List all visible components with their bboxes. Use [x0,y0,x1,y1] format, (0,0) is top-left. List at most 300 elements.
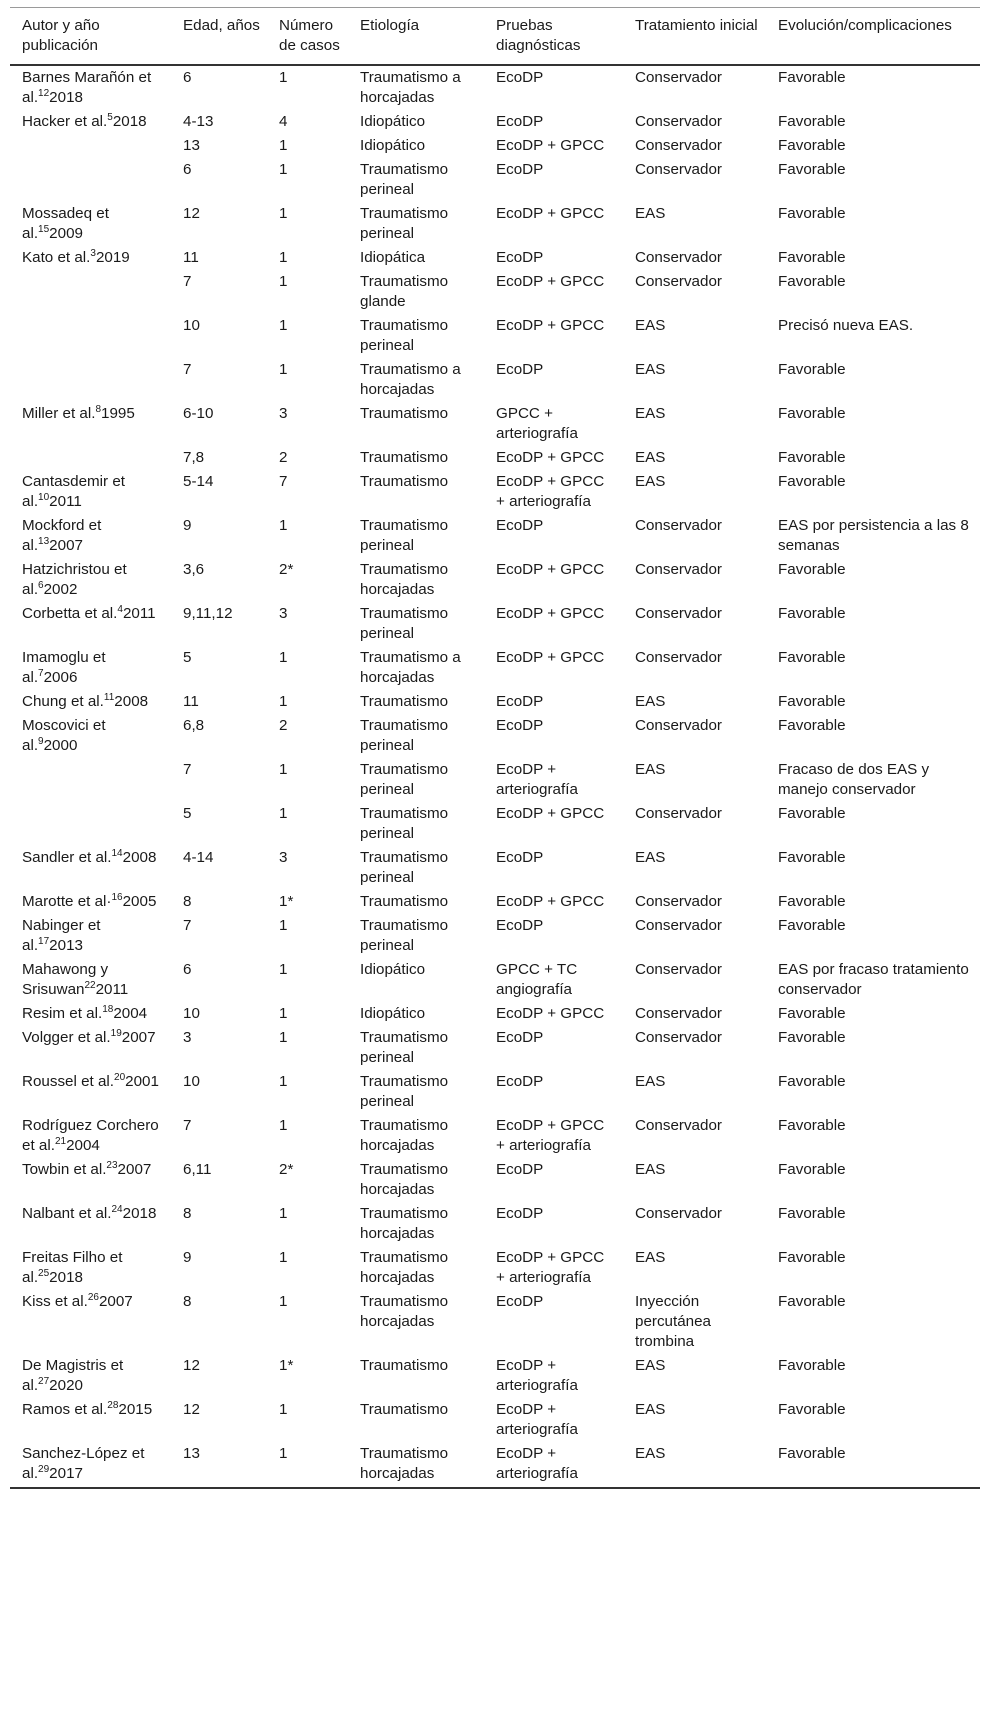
cell-treatment: Conservador [635,249,722,266]
cell-outcome: Precisó nueva EAS. [778,317,914,334]
cell-tests: EcoDP + GPCC [496,1005,605,1022]
cell-tests: EcoDP [496,113,544,130]
cell-cases: 2 [279,717,288,734]
cell-treatment: EAS [635,317,666,334]
cell-tests: EcoDP [496,1293,544,1310]
cell-treatment: Conservador [635,1005,722,1022]
cell-treatment: Conservador [635,893,722,910]
cell-cases: 1 [279,69,288,86]
cell-outcome: Favorable [778,649,846,666]
cell-outcome: Favorable [778,273,846,290]
cell-treatment: EAS [635,1249,666,1266]
table-row [10,1442,980,1488]
cell-tests: EcoDP + GPCC + arteriografía [496,1117,605,1154]
cell-cases: 1 [279,1117,288,1134]
cell-tests: EcoDP + GPCC + arteriografía [496,473,605,510]
publication-year: 2011 [122,605,156,622]
cell-treatment: Conservador [635,649,722,666]
cell-cases: 3 [279,605,288,622]
cell-author [10,65,171,110]
cell-tests: EcoDP [496,1073,544,1090]
cell-etiology: Traumatismo [360,405,449,422]
publication-year: 2001 [125,1073,159,1090]
author-name: Resim et al. [22,1005,103,1022]
cell-tests: EcoDP [496,1161,544,1178]
cell-author [10,1246,171,1290]
cell-author [10,890,171,914]
author-name: Barnes Marañón et al. [22,69,152,106]
cell-tests: EcoDP + GPCC [496,137,605,154]
header-etiology: Etiología [348,8,484,66]
cell-outcome: Favorable [778,1161,846,1178]
cell-age: 10 [183,317,200,334]
cell-outcome: Favorable [778,1205,846,1222]
cell-tests: EcoDP [496,849,544,866]
reference-number: 9 [38,736,44,747]
cell-outcome: Favorable [778,137,846,154]
cell-tests: EcoDP [496,361,544,378]
cell-treatment: Conservador [635,717,722,734]
cell-age: 6 [183,161,192,178]
cell-outcome: Favorable [778,917,846,934]
cell-etiology: Traumatismo a horcajadas [360,361,461,398]
cell-outcome: Favorable [778,205,846,222]
cell-etiology: Traumatismo [360,473,449,490]
cell-treatment: Conservador [635,1205,722,1222]
cell-tests: EcoDP [496,517,544,534]
reference-number: 17 [38,936,50,947]
cell-cases: 1 [279,1073,288,1090]
cell-tests: EcoDP + GPCC [496,561,605,578]
cell-treatment: Conservador [635,137,722,154]
reference-number: 10 [38,492,50,503]
author-name: Sanchez-López et al. [22,1445,145,1482]
reference-number: 11 [103,692,115,703]
reference-number: 26 [87,1292,99,1303]
cell-author [10,958,171,1002]
cell-author [10,558,171,602]
cell-etiology: Traumatismo horcajadas [360,1161,449,1198]
cell-age: 7 [183,761,192,778]
cell-treatment: Conservador [635,273,722,290]
header-row [10,8,980,66]
publication-year: 2020 [49,1377,83,1394]
table-row [10,446,980,470]
cell-outcome: Favorable [778,1005,846,1022]
cell-etiology: Traumatismo perineal [360,761,449,798]
cell-age: 9,11,12 [183,605,233,622]
author-name: De Magistris et al. [22,1357,124,1394]
table-row [10,558,980,602]
cell-etiology: Traumatismo horcajadas [360,1117,449,1154]
author-name: Sandler et al. [22,849,112,866]
publication-year: 2019 [95,249,130,266]
header-age: Edad, años [171,8,267,66]
header-tests: Pruebas diagnósticas [484,8,623,66]
table-container [10,7,980,1489]
cell-age: 7,8 [183,449,205,466]
publication-year: 2000 [43,737,78,754]
reference-number: 21 [54,1136,67,1147]
cell-outcome: Favorable [778,1357,846,1374]
cell-treatment: Conservador [635,113,722,130]
cell-etiology: Traumatismo perineal [360,849,449,886]
cell-age: 8 [183,1205,192,1222]
cell-tests: EcoDP [496,1029,544,1046]
cell-author [10,110,171,134]
cell-treatment: Conservador [635,917,722,934]
reference-number: 22 [84,980,96,991]
cell-cases: 1 [279,205,288,222]
table-row [10,1158,980,1202]
cell-author [10,1114,171,1158]
author-name: Corbetta et al. [22,605,118,622]
author-name: Kiss et al. [22,1293,88,1310]
publication-year: 2002 [43,581,78,598]
cell-outcome: Favorable [778,1249,846,1266]
cell-tests: EcoDP + GPCC [496,805,605,822]
publication-year: 2018 [49,89,83,106]
reference-number: 7 [38,668,44,679]
cell-outcome: Favorable [778,249,846,266]
cell-treatment: Conservador [635,161,722,178]
author-name: Ramos et al. [22,1401,108,1418]
cell-outcome: Favorable [778,405,846,422]
header-cases: Número de casos [267,8,348,66]
cell-outcome: Favorable [778,805,846,822]
cell-etiology: Traumatismo perineal [360,805,449,842]
cell-etiology: Traumatismo [360,449,449,466]
cell-tests: EcoDP + arteriografía [496,1401,578,1438]
cell-treatment: Conservador [635,1029,722,1046]
cell-outcome: Favorable [778,1401,846,1418]
cell-treatment: Conservador [635,961,722,978]
publication-year: 2017 [49,1465,83,1482]
cell-cases: 1 [279,137,288,154]
cell-treatment: EAS [635,849,666,866]
publication-year: 2004 [66,1137,100,1154]
author-name: Freitas Filho et al. [22,1249,123,1286]
table-row [10,1002,980,1026]
cell-cases: 1 [267,1442,348,1488]
cell-cases: 4 [279,113,288,130]
cell-age: 6,11 [183,1161,212,1178]
cell-tests: EcoDP [496,717,544,734]
cell-cases: 2* [279,1161,294,1178]
table-row [10,1026,980,1070]
cell-author [10,246,171,270]
cell-treatment: EAS [635,405,666,422]
cell-treatment: EAS [635,449,666,466]
cell-cases: 1 [279,361,288,378]
publication-year: 1995 [101,405,135,422]
cell-treatment: EAS [635,1161,666,1178]
cell-tests: GPCC + arteriografía [496,405,578,442]
cell-author [10,446,171,470]
cell-age: 5 [183,805,192,822]
table-row [10,470,980,514]
table-row [10,202,980,246]
author-name: Mockford et al. [22,517,102,554]
cell-tests: EcoDP [496,69,544,86]
cell-etiology: Traumatismo perineal [360,517,449,554]
reference-number: 15 [38,224,50,235]
table-header [10,8,980,66]
cell-author [10,202,171,246]
cell-treatment: Conservador [635,605,722,622]
cell-author [10,1070,171,1114]
publication-year: 2013 [49,937,83,954]
cell-tests: EcoDP + GPCC [496,649,605,666]
table-row [10,314,980,358]
cell-outcome: Favorable [778,449,846,466]
table-row [10,110,980,134]
reference-number: 5 [107,112,113,123]
table-row [10,402,980,446]
cell-cases: 1 [279,1005,288,1022]
cell-etiology: Traumatismo perineal [360,917,449,954]
cell-cases: 7 [279,473,288,490]
table-row [10,1202,980,1246]
publication-year: 2008 [114,693,149,710]
cell-author [10,914,171,958]
publication-year: 2008 [122,849,157,866]
author-name: Mahawong y Srisuwan [22,961,109,998]
cell-outcome: Favorable [778,893,846,910]
cell-age: 8 [183,893,192,910]
reference-number: 28 [107,1400,119,1411]
cell-cases: 1 [279,761,288,778]
cell-age: 11 [183,693,199,710]
cell-age: 4-14 [183,849,214,866]
cell-author [10,602,171,646]
table-row [10,270,980,314]
cell-outcome: Favorable [778,561,846,578]
cell-age: 12 [183,205,200,222]
cell-outcome: Favorable [778,849,846,866]
cell-etiology: Traumatismo [360,1357,449,1374]
cell-outcome: Favorable [778,69,846,86]
cell-outcome: Favorable [778,1117,846,1134]
table-row [10,134,980,158]
cell-cases: 3 [279,405,288,422]
cell-cases: 1 [279,693,288,710]
cell-age: 12 [183,1401,200,1418]
cell-outcome: Favorable [778,361,846,378]
cell-outcome: Favorable [778,605,846,622]
author-name: Kato et al. [22,249,91,266]
cell-etiology: Traumatismo perineal [360,1029,449,1066]
author-name: Mossadeq et al. [22,205,109,242]
cell-author [10,270,171,314]
cell-cases: 1 [279,1205,288,1222]
cell-outcome: Favorable [778,473,846,490]
cell-outcome: Favorable [778,717,846,734]
cell-age: 7 [183,917,192,934]
table-row [10,690,980,714]
table-row [10,514,980,558]
cell-cases: 2 [279,449,288,466]
cell-etiology: Idiopático [360,1005,426,1022]
cell-treatment: EAS [635,473,666,490]
cell-outcome: Fracaso de dos EAS y manejo conservador [778,761,930,798]
cell-age: 7 [183,361,192,378]
reference-number: 25 [38,1268,50,1279]
cell-cases: 1* [279,893,294,910]
cell-etiology: Traumatismo perineal [360,717,449,754]
cell-etiology: Traumatismo a horcajadas [360,649,461,686]
cell-author [10,134,171,158]
publication-year: 2007 [49,537,83,554]
cell-author [10,1442,171,1488]
cell-etiology: Traumatismo perineal [360,161,449,198]
reference-number: 6 [38,580,44,591]
cell-age: 9 [183,517,192,534]
publication-year: 2006 [43,669,78,686]
cell-author [10,758,171,802]
cell-author [10,314,171,358]
cell-treatment: Conservador [635,517,722,534]
cell-cases: 1 [279,1249,288,1266]
cell-author [10,1002,171,1026]
cell-cases: 1 [279,649,288,666]
cell-age: 7 [183,1117,192,1134]
cell-cases: 1 [279,517,288,534]
cell-age: 10 [183,1005,200,1022]
reference-number: 16 [111,892,123,903]
cell-cases: 1 [279,1293,288,1310]
table-row [10,1398,980,1442]
cell-age: 5 [183,649,192,666]
cell-treatment: Conservador [635,561,722,578]
cell-outcome: EAS por fracaso tratamiento conservador [778,961,969,998]
cell-tests: EcoDP [496,1205,544,1222]
publication-year: 2018 [112,113,147,130]
author-name: Imamoglu et al. [22,649,106,686]
cell-etiology: Traumatismo perineal [360,317,449,354]
publication-year: 2007 [121,1029,156,1046]
cell-age: 13 [183,137,200,154]
author-name: Towbin et al. [22,1161,107,1178]
cell-treatment: EAS [635,693,666,710]
cell-cases: 1 [279,273,288,290]
author-name: Hatzichristou et al. [22,561,127,598]
cell-age: 5-14 [183,473,214,490]
publication-year: 2004 [113,1005,148,1022]
cell-age: 8 [183,1293,192,1310]
cell-etiology: Traumatismo glande [360,273,449,310]
cell-cases: 1* [279,1357,294,1374]
cell-cases: 1 [279,161,288,178]
reference-number: 13 [38,536,50,547]
publication-year: 2007 [98,1293,133,1310]
cell-age: 6-10 [183,405,214,422]
table-row [10,65,980,110]
cell-tests: EcoDP [496,161,544,178]
cell-age: 3,6 [183,561,205,578]
cell-treatment: Conservador [635,1117,722,1134]
cell-etiology: Traumatismo perineal [360,205,449,242]
cell-tests: EcoDP + GPCC [496,317,605,334]
cell-age: 6 [183,69,192,86]
table-body [10,65,980,1488]
author-name: Chung et al. [22,693,104,710]
reference-number: 24 [111,1204,123,1215]
publication-year: 2007 [117,1161,152,1178]
cell-tests: EcoDP + GPCC + arteriografía [496,1249,605,1286]
cell-tests: EcoDP + arteriografía [484,1442,623,1488]
cell-tests: EcoDP [496,249,544,266]
cell-outcome: Favorable [778,161,846,178]
cell-tests: EcoDP + arteriografía [496,761,578,798]
cell-tests: EcoDP + GPCC [496,449,605,466]
cell-etiology: Traumatismo horcajadas [360,1293,449,1330]
table-row [10,158,980,202]
cell-author [10,714,171,758]
publication-year: 2011 [49,493,82,510]
cell-age: 11 [183,249,199,266]
table-row [10,246,980,270]
cell-etiology: Idiopático [360,137,426,154]
cell-etiology: Traumatismo horcajadas [360,561,449,598]
table-row [10,890,980,914]
cell-outcome: Favorable [778,693,846,710]
reference-number: 4 [117,604,123,615]
cell-treatment: EAS [623,1442,766,1488]
author-name: Marotte et al· [22,893,112,910]
cell-author [10,690,171,714]
cell-tests: EcoDP + GPCC [496,205,605,222]
reference-number: 18 [102,1004,114,1015]
table-row [10,1246,980,1290]
author-name: Miller et al. [22,405,96,422]
author-name: Moscovici et al. [22,717,106,754]
header-author: Autor y año publicación [10,8,171,66]
cell-age: 6 [183,961,192,978]
cell-cases: 1 [279,805,288,822]
cell-tests: EcoDP [496,917,544,934]
cell-tests: EcoDP + arteriografía [496,1357,578,1394]
cell-etiology: Traumatismo perineal [360,605,449,642]
cell-outcome: Favorable [766,1442,980,1488]
reference-number: 8 [95,404,101,415]
header-treatment: Tratamiento inicial [623,8,766,66]
table-row [10,1354,980,1398]
cell-author [10,1354,171,1398]
header-outcome: Evolución/complicaciones [766,8,980,66]
cell-age: 13 [171,1442,267,1488]
publication-year: 2011 [95,981,129,998]
cell-etiology: Traumatismo [360,893,449,910]
cell-author [10,470,171,514]
reference-number: 14 [111,848,123,859]
cell-etiology: Traumatismo [360,1401,449,1418]
table-row [10,358,980,402]
cell-treatment: EAS [635,1401,666,1418]
table-row [10,1290,980,1354]
cell-author [10,802,171,846]
cell-cases: 1 [279,1401,288,1418]
author-name: Rodríguez Corchero et al. [22,1117,159,1154]
reference-number: 20 [114,1072,126,1083]
cell-treatment: EAS [635,361,666,378]
table-row [10,714,980,758]
cell-etiology: Idiopática [360,249,426,266]
cell-etiology: Traumatismo [360,693,449,710]
publication-year: 2018 [122,1205,157,1222]
cell-tests: EcoDP [496,693,544,710]
cell-age: 3 [183,1029,192,1046]
